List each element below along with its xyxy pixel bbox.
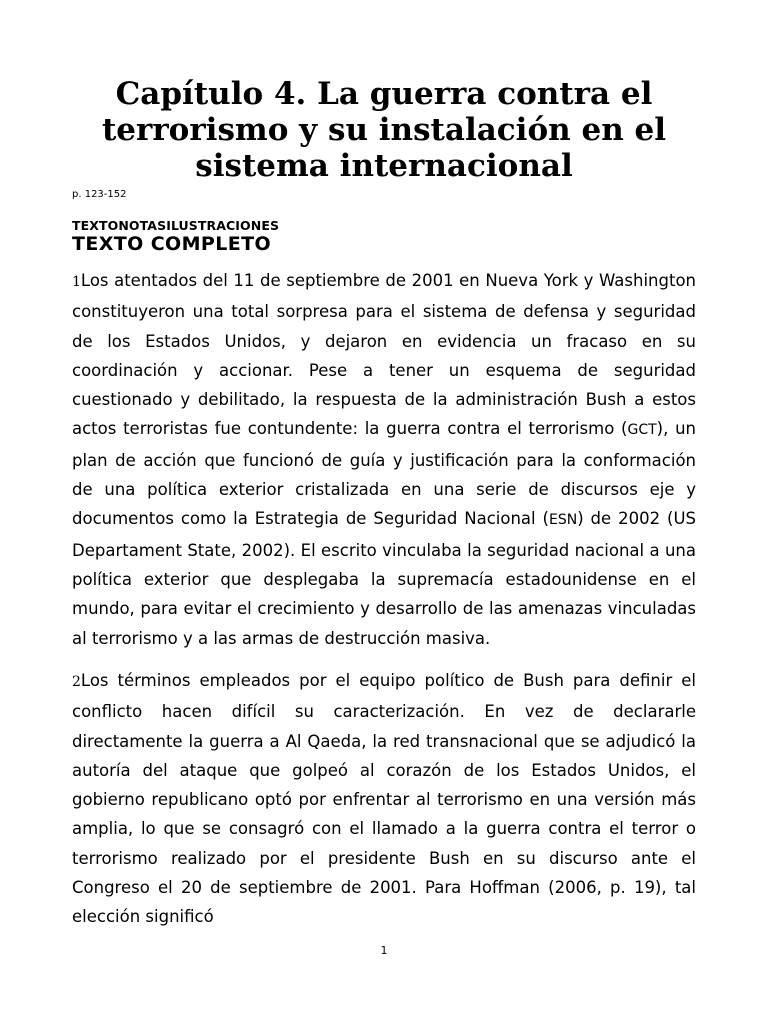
paragraph-1 [72, 266, 696, 653]
tab-ilustraciones[interactable]: ILUSTRACIONES [166, 218, 280, 233]
paragraph-number: 1 [72, 274, 81, 290]
abbreviation-esn: ESN [548, 512, 578, 529]
chapter-title: Capítulo 4. La guerra contra el terrorismo y su instalación en el sistema internacional [101, 76, 667, 184]
tab-notas[interactable]: NOTAS [118, 218, 167, 233]
section-tabs [72, 218, 279, 233]
paragraph-text: ), un plan de acción que funcionó de guía y justificación para la conformación de una política exterior cristalizada en una serie de discursos eje y documentos como la Estrategia de Seguridad Nacional ( [72, 419, 696, 529]
abbreviation-gct: GCT [627, 422, 657, 439]
page-number: 1 [380, 944, 388, 957]
page-range: p. 123-152 [72, 189, 127, 200]
paragraph-2 [72, 666, 696, 932]
section-heading: TEXTO COMPLETO [72, 233, 272, 255]
paragraph-number: 2 [72, 674, 81, 690]
paragraph-text: ) de 2002 (US Departament State, 2002). El escrito vinculaba la seguridad nacional a una política exterior que desplegaba la supremacía estadounidense en el mundo, para evitar el crecimiento y desarrollo de las amenazas vinculadas al terrorismo y a las armas de destrucción masiva. [72, 509, 696, 648]
paragraph-text: Los atentados del 11 de septiembre de 2001 en Nueva York y Washington constituyeron una total sorpresa para el sistema de defensa y seguridad de los Estados Unidos, y dejaron en evidencia un fracaso en su coordinación y accionar. Pese a tener un esquema de seguridad cuestionado y debilitado, la respuesta de la administración Bush a estos actos terroristas fue contundente: la guerra contra el terrorismo ( [72, 271, 696, 439]
paragraph-text: Los términos empleados por el equipo político de Bush para definir el conflicto hacen difícil su caracterización. En vez de declararle directamente la guerra a Al Qaeda, la red transnacional que se adjudicó la autoría del ataque que golpeó al corazón de los Estados Unidos, el gobierno republicano optó por enfrentar al terrorismo en una versión más amplia, lo que se consagró con el llamado a la guerra contra el terror o terrorismo realizado por el presidente Bush en su discurso ante el Congreso el 20 de septiembre de 2001. Para Hoffman (2006, p. 19), tal elección significó [72, 671, 696, 927]
tab-texto[interactable]: TEXTO [72, 218, 119, 233]
